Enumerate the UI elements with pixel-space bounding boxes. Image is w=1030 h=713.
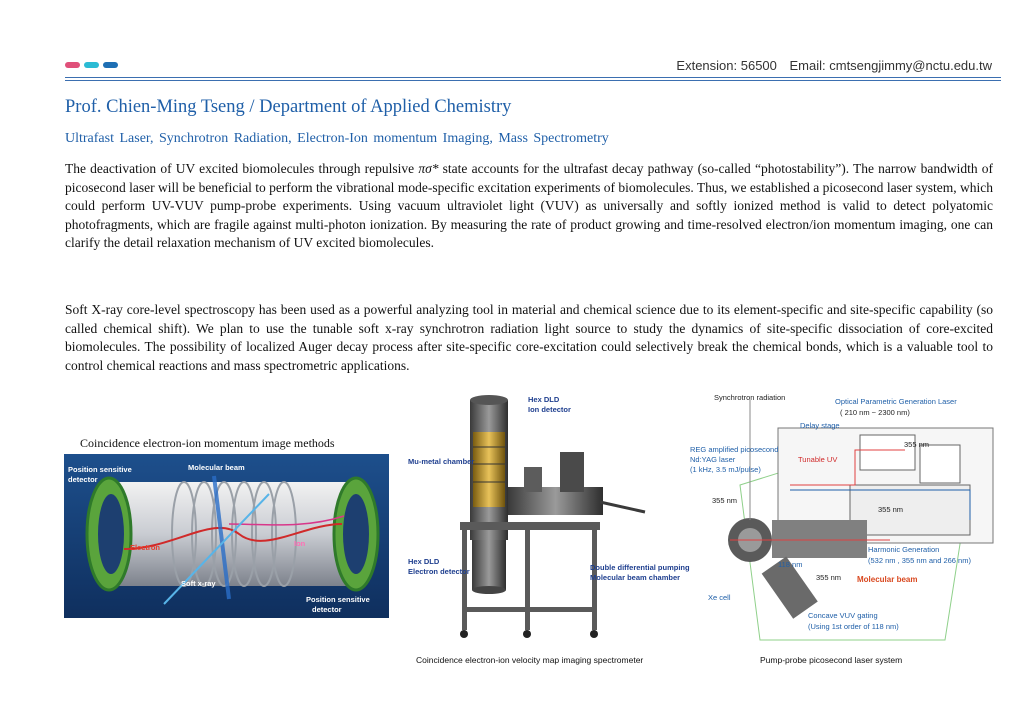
reg-label-2: Nd:YAG laser — [690, 455, 736, 464]
harmonic-label-2: (532 nm , 355 nm and 266 nm) — [868, 556, 971, 565]
harmonic-label-1: Harmonic Generation — [868, 545, 940, 554]
355nm-label-d: 355 nm — [816, 573, 842, 582]
coincidence-imaging-diagram — [64, 454, 389, 618]
355nm-label-a: 355 nm — [904, 440, 930, 449]
header-rule-top — [65, 77, 1001, 78]
355nm-label-b: 355 nm — [878, 505, 904, 514]
electron-label: Electron — [130, 543, 161, 552]
p1-text-end: state accounts for the ultrafast decay pathway (so-called “photostability”). The narrow bandwidth of picosecond laser will be beneficial to perform the vibrational mode-specific excitation experiments of biomolecules. Thus, we established a picosecond laser system, which could perform UV-VUV pump-probe experiments. Using vacuum ultraviolet light (VUV) as universally and softly ionized method is valid to detect polyatomic photofragments, which are fragile against multi-photon ionization. By measuring the rate of product growing and time-resolved electron/ion momentum imaging, one can clarify the detail relaxation mechanism of UV excited biomolecules. — [65, 161, 993, 251]
figure3-caption: Pump-probe picosecond laser system — [760, 655, 903, 665]
accent-dash-blue — [103, 62, 118, 68]
tunable-uv-label: Tunable UV — [798, 455, 838, 464]
reg-label-1: REG amplified picosecond — [690, 445, 779, 454]
molecular-beam-label: Molecular beam — [188, 463, 245, 472]
molecular-beam-label-3: Molecular beam — [857, 575, 918, 584]
header-rule-bottom — [65, 80, 1001, 81]
psd-right-label-1: Position sensitive — [306, 595, 370, 604]
figure2-caption: Coincidence electron-ion velocity map imaging spectrometer — [416, 655, 644, 665]
psd-right-label-2: detector — [312, 605, 342, 614]
extension-text: Extension: 56500 — [676, 58, 777, 73]
paragraph-soft-xray: Soft X-ray core-level spectroscopy has been used as a powerful analyzing tool in material and chemical science due to its element-specific and site-specific capability (so called chemical shift). We plan to use the tunable soft x-ray synchrotron radiation light source to study the dynamics of site-specific dissociation of core-excited biomolecules. The possibility of localized Auger decay process after site-specific core-excitation could selectively break the chemical bonds, which is a valuable tool to control chemical reactions and mass spectrometric applications. — [65, 302, 993, 373]
opg-label-2: ( 210 nm ~ 2300 nm) — [840, 408, 910, 417]
delay-stage-label: Delay stage — [800, 421, 840, 430]
soft-xray-label: Soft x-ray — [181, 579, 216, 588]
xe-cell-label: Xe cell — [708, 593, 731, 602]
research-keywords: Ultrafast Laser, Synchrotron Radiation, Electron-Ion momentum Imaging, Mass Spectrometry — [65, 131, 609, 146]
accent-dash-cyan — [84, 62, 99, 68]
hex-dld-electron-label-1: Hex DLD — [408, 557, 440, 566]
paragraph-uv-biomolecules — [65, 160, 993, 253]
velocity-map-spectrometer-diagram — [400, 392, 690, 652]
concave-label-1: Concave VUV gating — [808, 611, 878, 620]
contact-info — [676, 58, 992, 73]
pi-sigma-symbol: πσ* — [418, 161, 439, 176]
psd-left-label-2: detector — [68, 475, 98, 484]
355nm-label-c: 355 nm — [712, 496, 738, 505]
p1-text-start: The deactivation of UV excited biomolecules through repulsive — [65, 161, 419, 176]
accent-dash-pink — [65, 62, 80, 68]
synchrotron-label: Synchrotron radiation — [714, 393, 786, 402]
concave-label-2: (Using 1st order of 118 nm) — [808, 622, 899, 631]
hex-dld-ion-label-1: Hex DLD — [528, 395, 560, 404]
hex-dld-ion-label-2: Ion detector — [528, 405, 571, 414]
mu-metal-label: Mu-metal chamber — [408, 457, 475, 466]
pump-probe-laser-diagram — [690, 390, 1002, 648]
email-text: Email: cmtsengjimmy@nctu.edu.tw — [789, 58, 992, 73]
118nm-label: 118 nm — [778, 560, 803, 569]
hex-dld-electron-label-2: Electron detector — [408, 567, 470, 576]
page-title: Prof. Chien-Ming Tseng / Department of Applied Chemistry — [65, 97, 512, 117]
psd-left-label-1: Position sensitive — [68, 465, 132, 474]
ion-label: Ion — [294, 539, 306, 548]
reg-label-3: (1 kHz, 3.5 mJ/pulse) — [690, 465, 761, 474]
opg-label-1: Optical Parametric Generation Laser — [835, 397, 957, 406]
double-diff-label-2: Molecular beam chamber — [590, 573, 681, 582]
double-diff-label-1: Double differential pumping — [590, 563, 690, 572]
figure1-caption: Coincidence electron-ion momentum image methods — [80, 436, 335, 450]
